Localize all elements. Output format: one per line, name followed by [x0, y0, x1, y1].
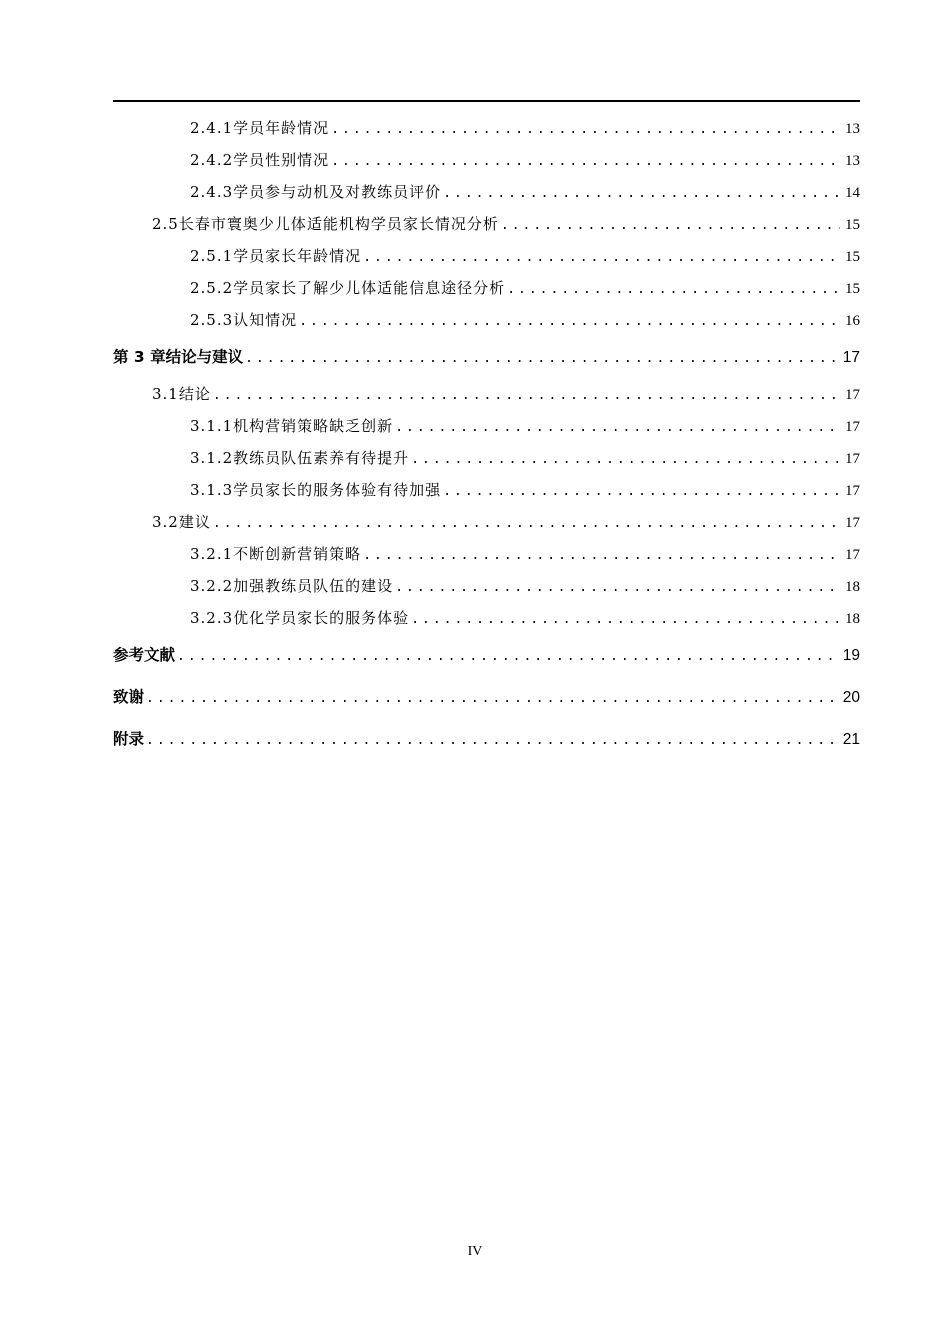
- toc-entry-number: 3.2: [152, 513, 179, 531]
- toc-entry-page: 16: [845, 313, 860, 329]
- header-rule: [113, 100, 860, 102]
- toc-entry-title: 优化学员家长的服务体验: [233, 609, 410, 627]
- toc-entry-page: 17: [845, 483, 860, 499]
- toc-entry-number: 3.1.2: [190, 449, 234, 467]
- toc-entry-page: 15: [845, 249, 860, 265]
- dot-leader: [395, 412, 840, 444]
- toc-entry-page: 20: [842, 689, 860, 706]
- dot-leader: [177, 636, 840, 678]
- toc-entry-title: 认知情况: [233, 311, 298, 329]
- toc-entry-page: 13: [845, 121, 860, 137]
- dot-leader: [363, 540, 840, 572]
- dot-leader: [331, 146, 840, 178]
- table-of-contents: [113, 112, 860, 760]
- toc-entry-page: 17: [845, 515, 860, 531]
- toc-entry[interactable]: [113, 570, 860, 602]
- toc-entry-page: 15: [845, 217, 860, 233]
- toc-entry-title: 加强教练员队伍的建设: [233, 577, 394, 595]
- toc-entry-title: 长春市寰奥少儿体适能机构学员家长情况分析: [178, 215, 499, 233]
- dot-leader: [501, 210, 840, 242]
- dot-leader: [331, 114, 840, 146]
- toc-entry-page: 14: [845, 185, 860, 201]
- toc-entry-number: 2.5.3: [190, 311, 234, 329]
- toc-entry[interactable]: [113, 208, 860, 240]
- toc-entry[interactable]: [113, 240, 860, 272]
- toc-entry-number: 2.4.1: [190, 119, 234, 137]
- toc-entry[interactable]: [113, 176, 860, 208]
- toc-entry-page: 19: [842, 647, 860, 664]
- toc-entry-page: 21: [842, 731, 860, 748]
- dot-leader: [299, 306, 840, 338]
- toc-entry[interactable]: [113, 676, 860, 718]
- toc-entry-number: 2.4.3: [190, 183, 234, 201]
- dot-leader: [507, 274, 840, 306]
- toc-entry-page: 13: [845, 153, 860, 169]
- toc-entry-title: 学员性别情况: [233, 151, 330, 169]
- toc-entry-title: 学员家长年龄情况: [233, 247, 362, 265]
- toc-entry-number: 2.5.2: [190, 279, 234, 297]
- toc-entry[interactable]: [113, 442, 860, 474]
- toc-entry-title: 学员家长了解少儿体适能信息途径分析: [233, 279, 506, 297]
- toc-entry-number: 3.1.1: [190, 417, 234, 435]
- toc-entry-title: 不断创新营销策略: [233, 545, 362, 563]
- toc-entry-page: 17: [845, 547, 860, 563]
- toc-entry[interactable]: [113, 634, 860, 676]
- toc-entry[interactable]: [113, 506, 860, 538]
- toc-entry-title: 附录: [113, 730, 145, 748]
- toc-entry-title: 机构营销策略缺乏创新: [233, 417, 394, 435]
- toc-entry[interactable]: [113, 272, 860, 304]
- dot-leader: [245, 338, 840, 380]
- toc-entry[interactable]: [113, 602, 860, 634]
- toc-entry-number: 2.4.2: [190, 151, 234, 169]
- toc-entry-number: 2.5.1: [190, 247, 234, 265]
- toc-entry-title: 致谢: [113, 688, 145, 706]
- toc-entry[interactable]: [113, 410, 860, 442]
- dot-leader: [395, 572, 840, 604]
- toc-entry-title: 教练员队伍素养有待提升: [233, 449, 410, 467]
- toc-entry-title: 参考文献: [113, 646, 176, 664]
- dot-leader: [146, 678, 840, 720]
- toc-entry-page: 17: [845, 387, 860, 403]
- toc-entry-number: 3.2.2: [190, 577, 234, 595]
- toc-entry-title: 结论与建议: [165, 348, 244, 366]
- dot-leader: [443, 476, 840, 508]
- dot-leader: [411, 604, 840, 636]
- toc-entry-page: 17: [845, 419, 860, 435]
- toc-entry-page: 17: [842, 349, 860, 366]
- page-number: IV: [467, 1244, 483, 1259]
- toc-entry[interactable]: [113, 112, 860, 144]
- toc-entry-page: 18: [845, 579, 860, 595]
- toc-entry-number: 3.1.3: [190, 481, 234, 499]
- toc-entry-number: 2.5: [152, 215, 179, 233]
- toc-entry-number: 3.2.1: [190, 545, 234, 563]
- toc-entry-title: 学员家长的服务体验有待加强: [233, 481, 442, 499]
- dot-leader: [213, 380, 840, 412]
- toc-entry[interactable]: [113, 144, 860, 176]
- toc-entry-title: 学员年龄情况: [233, 119, 330, 137]
- toc-entry[interactable]: [113, 378, 860, 410]
- toc-entry-number: 3.2.3: [190, 609, 234, 627]
- dot-leader: [146, 720, 840, 762]
- toc-entry-title: 结论: [178, 385, 211, 403]
- toc-entry[interactable]: [113, 718, 860, 760]
- dot-leader: [443, 178, 840, 210]
- dot-leader: [363, 242, 840, 274]
- toc-entry-number: 3.1: [152, 385, 179, 403]
- toc-entry[interactable]: [113, 538, 860, 570]
- toc-entry-title: 学员参与动机及对教练员评价: [233, 183, 442, 201]
- toc-entry-page: 17: [845, 451, 860, 467]
- dot-leader: [213, 508, 840, 540]
- toc-entry-page: 18: [845, 611, 860, 627]
- toc-entry[interactable]: [113, 336, 860, 378]
- toc-entry[interactable]: [113, 474, 860, 506]
- toc-entry-number: 第 3 章: [113, 348, 166, 366]
- toc-entry-page: 15: [845, 281, 860, 297]
- dot-leader: [411, 444, 840, 476]
- toc-entry[interactable]: [113, 304, 860, 336]
- toc-entry-title: 建议: [178, 513, 211, 531]
